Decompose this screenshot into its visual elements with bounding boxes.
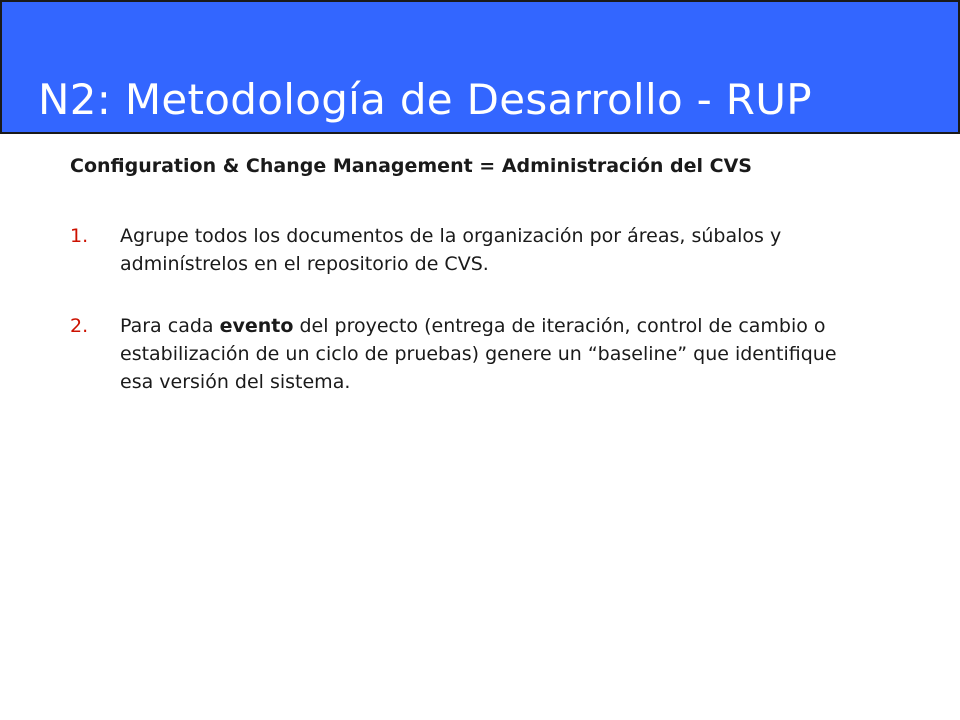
title-bar <box>0 0 960 134</box>
item-text-emphasis: evento <box>219 315 294 337</box>
numbered-item-1 <box>70 222 870 278</box>
item-text: Agrupe todos los documentos de la organización por áreas, súbalos y adminístrelos en el repositorio de CVS. <box>120 225 782 275</box>
item-number: 1. <box>70 225 89 247</box>
slide-title: N2: Metodología de Desarrollo - RUP <box>38 75 812 124</box>
numbered-item-2 <box>70 312 870 396</box>
item-text-before: Para cada <box>120 315 220 337</box>
slide-content <box>70 152 870 430</box>
section-heading: Configuration & Change Management = Administración del CVS <box>70 155 752 177</box>
item-number: 2. <box>70 315 89 337</box>
item-text-after: del proyecto (entrega de iteración, control de cambio o estabilización de un ciclo de pruebas) genere un “baseline” que identifique esa versión del sistema. <box>120 315 837 393</box>
